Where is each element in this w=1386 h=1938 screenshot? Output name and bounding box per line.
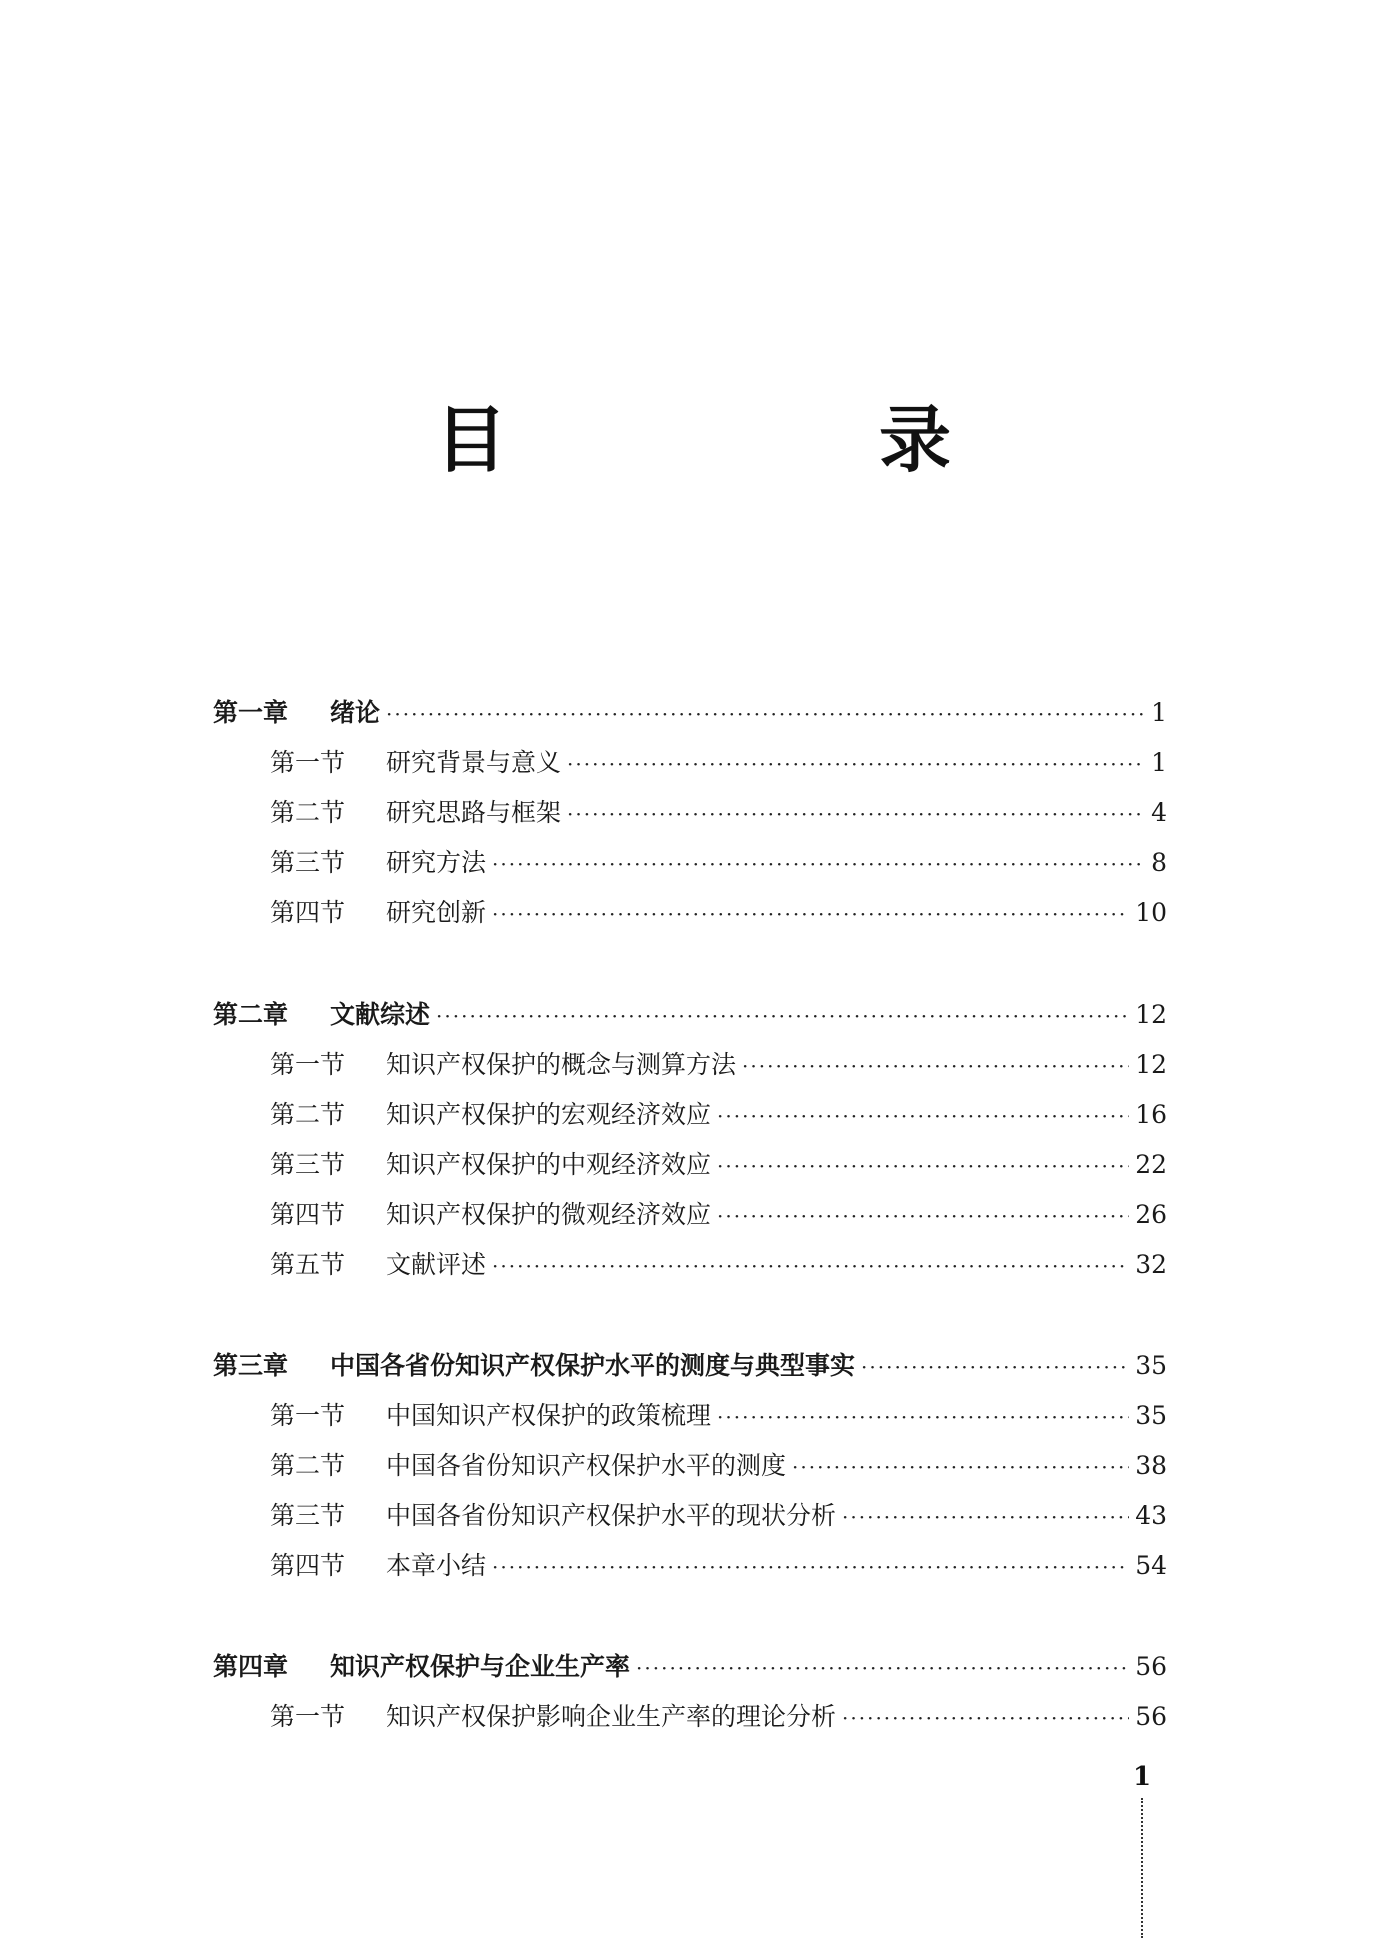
toc-entry-chapter-4[interactable] [213,1649,1167,1685]
dot-leader [636,1650,1129,1686]
dot-leader [567,796,1145,832]
toc-entry-page: 35 [1135,1401,1167,1430]
dot-leader [842,1700,1129,1736]
toc-entry-page: 12 [1135,1050,1167,1079]
toc-entry-section[interactable] [270,845,1167,881]
toc-entry-label: 第五节 [270,1250,346,1279]
dot-leader [717,1198,1129,1234]
dot-leader [492,896,1129,932]
toc-entry-page: 12 [1135,1000,1167,1029]
toc-entry-label: 第四节 [270,898,346,927]
dot-leader [492,1248,1129,1284]
toc-entry-title: 研究思路与框架 [386,798,562,827]
toc-entry-page: 56 [1135,1702,1167,1731]
toc-entry-page: 8 [1151,848,1167,877]
dot-leader [717,1098,1129,1134]
toc-entry-label: 第四节 [270,1200,346,1229]
toc-entry-page: 16 [1135,1100,1167,1129]
toc-entry-label: 第一节 [270,1050,346,1079]
dot-leader [842,1499,1129,1535]
toc-entry-section[interactable] [270,1548,1167,1584]
toc-entry-page: 26 [1135,1200,1167,1229]
toc-entry-title: 知识产权保护的概念与测算方法 [386,1050,737,1079]
toc-entry-label: 第四章 [213,1652,289,1681]
toc-entry-section[interactable] [270,1498,1167,1534]
toc-entry-title: 中国各省份知识产权保护水平的测度与典型事实 [330,1351,856,1380]
toc-entry-page: 1 [1151,748,1167,777]
toc-entry-section[interactable] [270,1247,1167,1283]
dot-leader [386,696,1145,732]
toc-entry-section[interactable] [270,1448,1167,1484]
toc-entry-chapter-3[interactable] [213,1348,1167,1384]
toc-entry-label: 第四节 [270,1551,346,1580]
toc-entry-page: 10 [1135,898,1167,927]
toc-entry-section[interactable] [270,1147,1167,1183]
toc-entry-page: 4 [1151,798,1167,827]
toc-entry-label: 第二节 [270,1451,346,1480]
toc-entry-label: 第三节 [270,1501,346,1530]
toc-entry-page: 56 [1135,1652,1167,1681]
toc-entry-title: 知识产权保护的微观经济效应 [386,1200,712,1229]
dot-leader [567,746,1145,782]
dot-leader [792,1449,1129,1485]
toc-entry-title: 本章小结 [386,1551,487,1580]
toc-entry-title: 中国各省份知识产权保护水平的现状分析 [386,1501,837,1530]
folio-dotted-rule [1141,1798,1143,1938]
toc-entry-page: 32 [1135,1250,1167,1279]
page-number: 1 [1133,1762,1152,1792]
toc-entry-chapter-2[interactable] [213,997,1167,1033]
toc-entry-label: 第三节 [270,848,346,877]
toc-entry-title: 知识产权保护与企业生产率 [330,1652,631,1681]
dot-leader [742,1048,1129,1084]
toc-entry-label: 第一章 [213,698,289,727]
dot-leader [492,1549,1129,1585]
toc-entry-label: 第一节 [270,748,346,777]
toc-entry-title: 知识产权保护的中观经济效应 [386,1150,712,1179]
toc-entry-section[interactable] [270,745,1167,781]
toc-entry-section[interactable] [270,895,1167,931]
dot-leader [492,846,1145,882]
toc-entry-title: 文献评述 [386,1250,487,1279]
toc-entry-chapter-1[interactable] [213,695,1167,731]
toc-entry-section[interactable] [270,1699,1167,1735]
toc-entry-label: 第二节 [270,798,346,827]
toc-entry-section[interactable] [270,795,1167,831]
page-title: 目 录 [434,398,1101,482]
toc-entry-label: 第一节 [270,1401,346,1430]
toc-entry-page: 1 [1151,698,1167,727]
toc-entry-title: 研究方法 [386,848,487,877]
toc-entry-title: 知识产权保护影响企业生产率的理论分析 [386,1702,837,1731]
dot-leader [436,998,1129,1034]
dot-leader [717,1399,1129,1435]
toc-entry-title: 研究背景与意义 [386,748,562,777]
toc-entry-label: 第二章 [213,1000,289,1029]
toc-entry-page: 43 [1135,1501,1167,1530]
toc-entry-label: 第二节 [270,1100,346,1129]
toc-entry-label: 第三章 [213,1351,289,1380]
toc-entry-title: 中国知识产权保护的政策梳理 [386,1401,712,1430]
dot-leader [717,1148,1129,1184]
toc-entry-page: 35 [1135,1351,1167,1380]
toc-entry-title: 知识产权保护的宏观经济效应 [386,1100,712,1129]
toc-entry-section[interactable] [270,1047,1167,1083]
toc-entry-label: 第一节 [270,1702,346,1731]
toc-entry-label: 第三节 [270,1150,346,1179]
toc-entry-page: 38 [1135,1451,1167,1480]
toc-entry-title: 研究创新 [386,898,487,927]
dot-leader [861,1349,1129,1385]
toc-entry-page: 22 [1135,1150,1167,1179]
toc-entry-title: 绪论 [330,698,381,727]
toc-entry-section[interactable] [270,1398,1167,1434]
toc-entry-page: 54 [1135,1551,1167,1580]
toc-entry-section[interactable] [270,1197,1167,1233]
toc-entry-title: 中国各省份知识产权保护水平的测度 [386,1451,787,1480]
toc-entry-section[interactable] [270,1097,1167,1133]
toc-entry-title: 文献综述 [330,1000,431,1029]
